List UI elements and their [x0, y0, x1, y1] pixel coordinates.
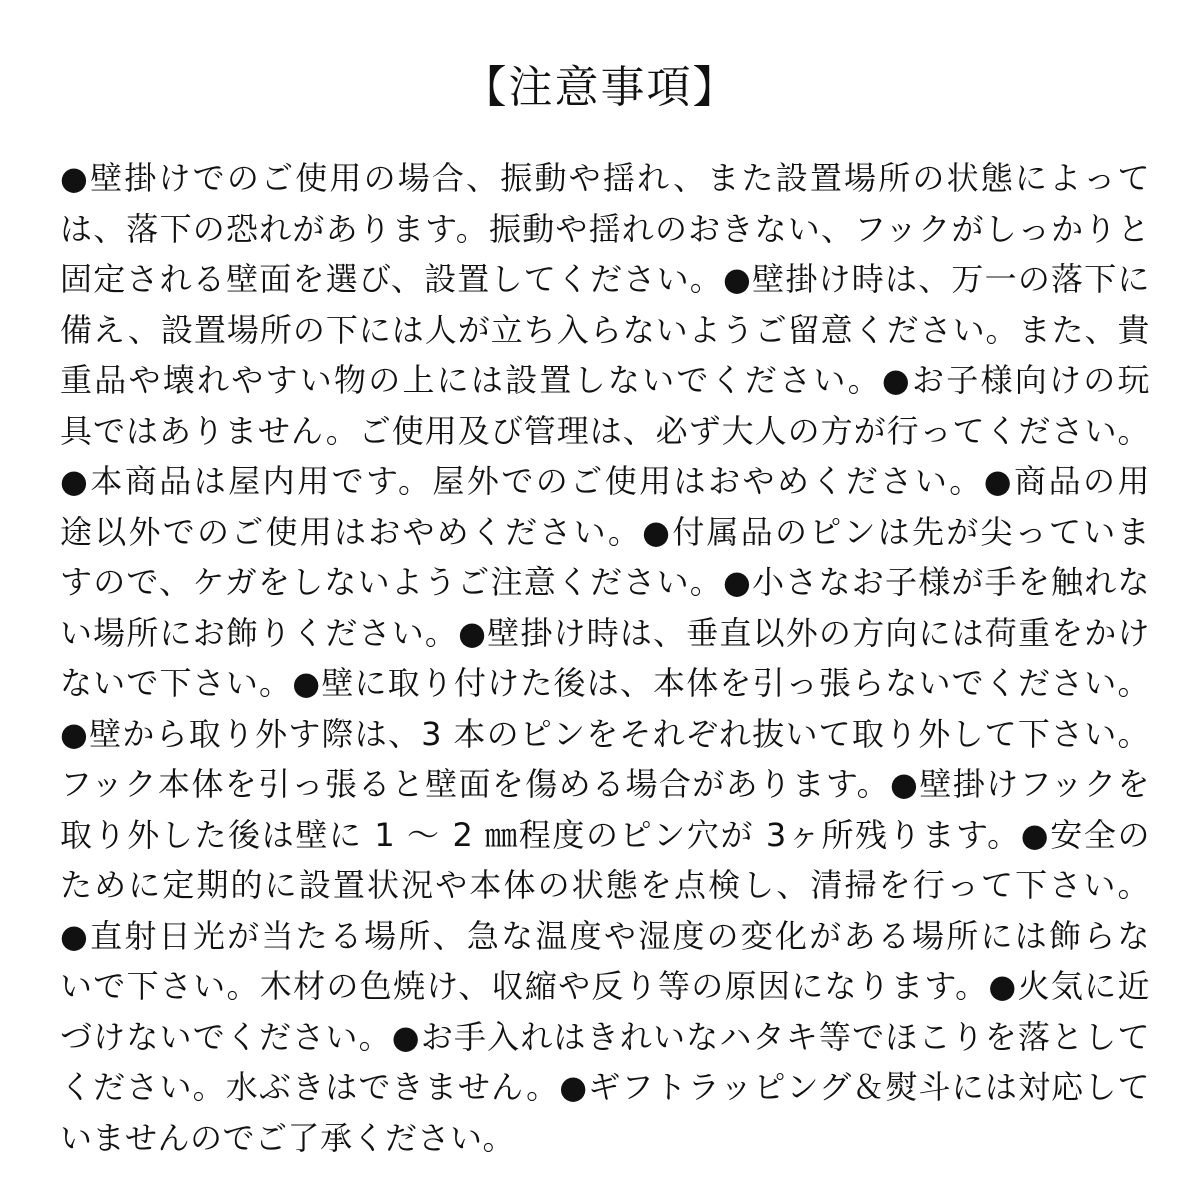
notice-line: 固定される壁面を選び、設置してください。●壁掛け時は、万一の落下に — [60, 260, 1150, 298]
notice-line: いで下さい。木材の色焼け、収縮や反り等の原因になります。●火気に近 — [60, 967, 1150, 1005]
notice-line: い場所にお飾りください。●壁掛け時は、垂直以外の方向には荷重をかけ — [60, 613, 1150, 652]
notice-line: 具ではありません。ご使用及び管理は、必ず大人の方が行ってください。 — [60, 411, 1150, 450]
notice-line: は、落下の恐れがあります。振動や揺れのおきない、フックがしっかりと — [60, 209, 1150, 248]
notice-line: 途以外でのご使用はおやめください。●付属品のピンは先が尖っていま — [60, 512, 1150, 551]
notice-line: づけないでください。●お手入れはきれいなハタキ等でほこりを落として — [60, 1017, 1150, 1056]
page-title: 【注意事項】 — [462, 62, 739, 113]
notice-line: ●本商品は屋内用です。屋外でのご使用はおやめください。●商品の用 — [60, 462, 1150, 500]
notice-line: いませんのでご了承ください。 — [60, 1118, 516, 1157]
notice-line: ●壁から取り外す際は、3 本のピンをそれぞれ抜いて取り外して下さい。 — [60, 714, 1150, 753]
notice-line: 取り外した後は壁に 1 ～ 2 ㎜程度のピン穴が 3ヶ所残ります。●安全の — [60, 815, 1150, 854]
notice-line: すので、ケガをしないようご注意ください。●小さなお子様が手を触れな — [60, 563, 1150, 601]
notice-line: ●直射日光が当たる場所、急な温度や湿度の変化がある場所には飾らな — [60, 916, 1150, 955]
notice-line: 備え、設置場所の下には人が立ち入らないようご留意ください。また、貴 — [60, 310, 1150, 349]
notice-line: 重品や壊れやすい物の上には設置しないでください。●お子様向けの玩 — [60, 361, 1150, 399]
notice-body — [60, 153, 1150, 1163]
notice-line: ために定期的に設置状況や本体の状態を点検し、清掃を行って下さい。 — [60, 866, 1150, 904]
notice-line: ください。水ぶきはできません。●ギフトラッピング＆熨斗には対応して — [60, 1068, 1150, 1106]
notice-line: ●壁掛けでのご使用の場合、振動や揺れ、また設置場所の状態によって — [60, 159, 1150, 197]
notice-line: ないで下さい。●壁に取り付けた後は、本体を引っ張らないでください。 — [60, 664, 1150, 702]
notice-line: フック本体を引っ張ると壁面を傷める場合があります。●壁掛けフックを — [60, 765, 1150, 803]
